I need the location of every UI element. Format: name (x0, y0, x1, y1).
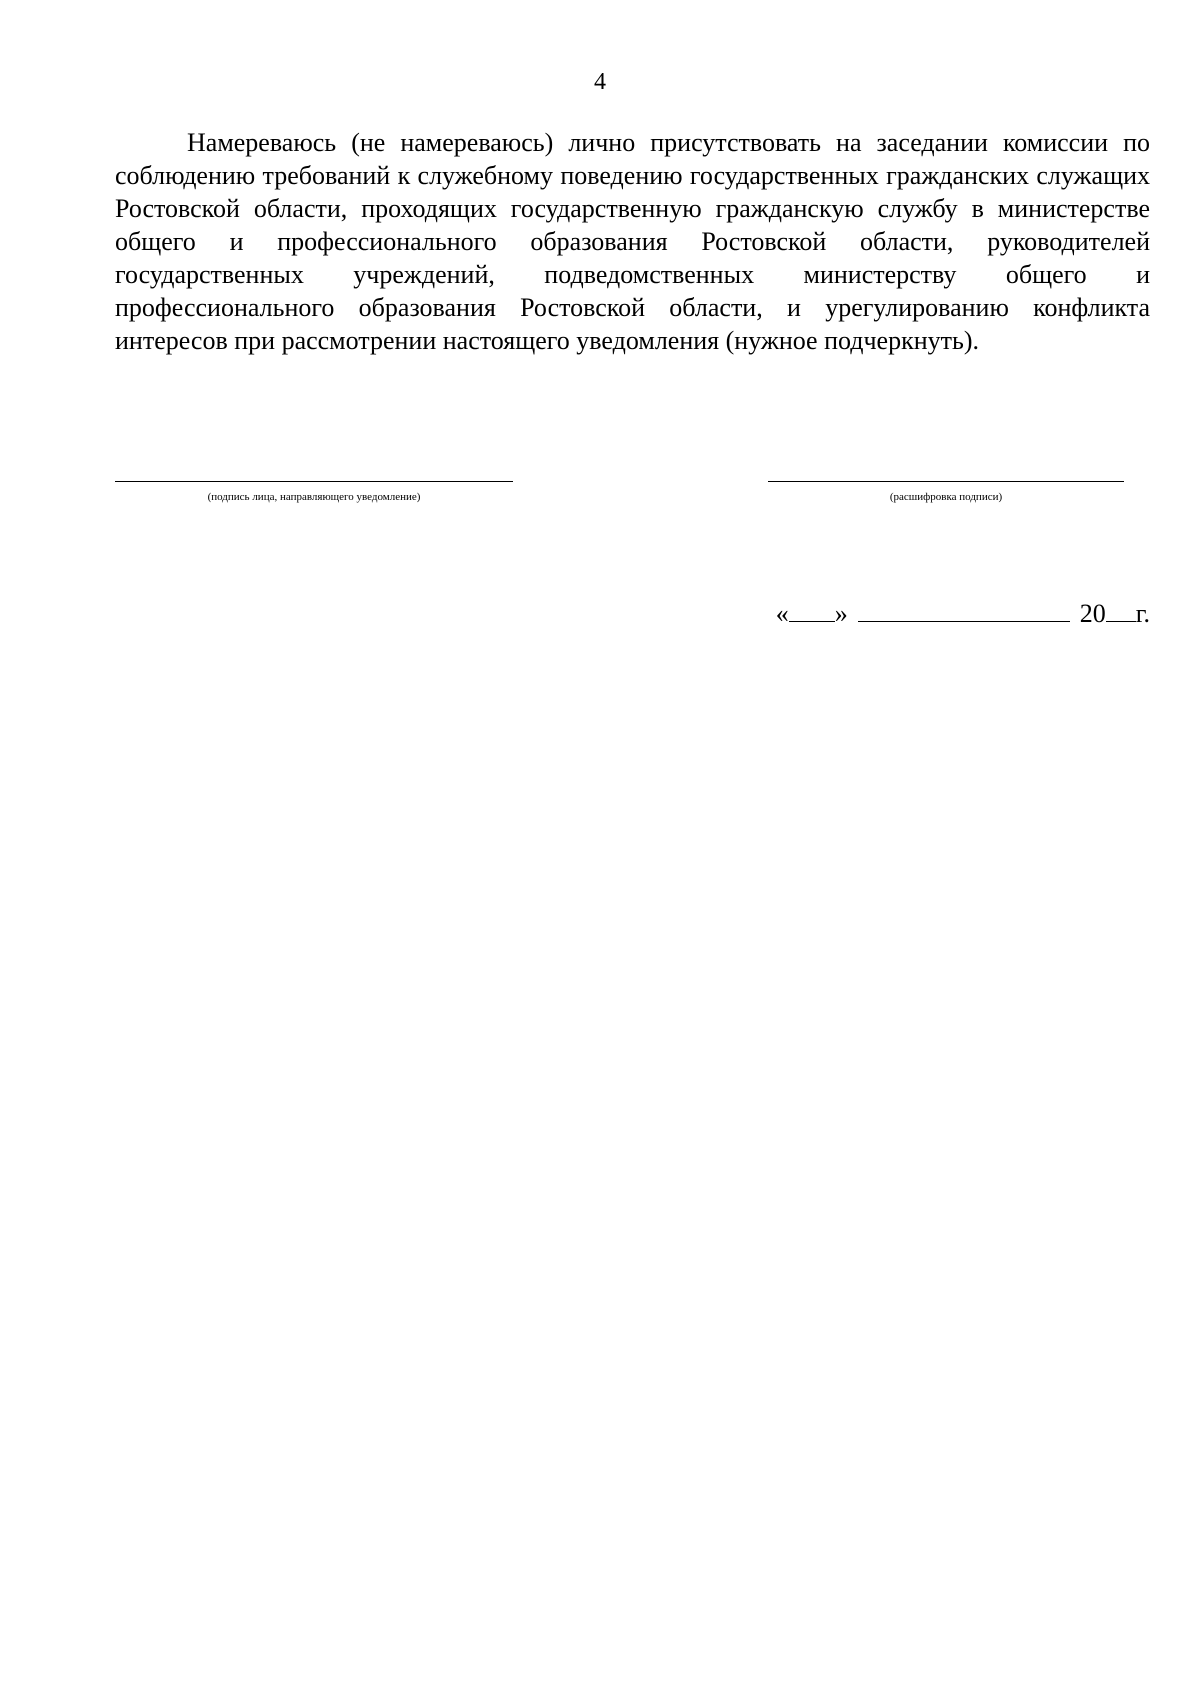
date-year-blank (1106, 601, 1136, 622)
notice-paragraph: Намереваюсь (не намереваюсь) лично присутствовать на заседании комиссии по соблюдению требований к служебному поведению государственных гражданских служащих Ростовской области, проходящих государственную гражданскую службу в министерстве общего и профессионального образования Ростовской области, руководителей государственных учреждений, подведомственных министерству общего и профессионального образования Ростовской области, и урегулированию конфликта интересов при рассмотрении настоящего уведомления (нужное подчеркнуть). (115, 128, 1150, 355)
date-open-quote: « (775, 599, 789, 628)
date-line (776, 598, 1150, 630)
page-number: 4 (594, 69, 606, 95)
signature-decoding-block (768, 476, 1124, 504)
signature-decoding-caption: (расшифровка подписи) (889, 491, 1003, 503)
signature-block (115, 476, 513, 504)
date-close-quote: » (834, 599, 848, 628)
signature-caption: (подпись лица, направляющего уведомление) (207, 491, 421, 503)
date-month-blank (858, 601, 1070, 622)
date-day-blank (789, 601, 835, 622)
signature-decoding-line (768, 476, 1124, 482)
date-year-suffix: г. (1135, 599, 1150, 628)
signature-line (115, 476, 513, 482)
date-century: 20 (1079, 599, 1106, 628)
